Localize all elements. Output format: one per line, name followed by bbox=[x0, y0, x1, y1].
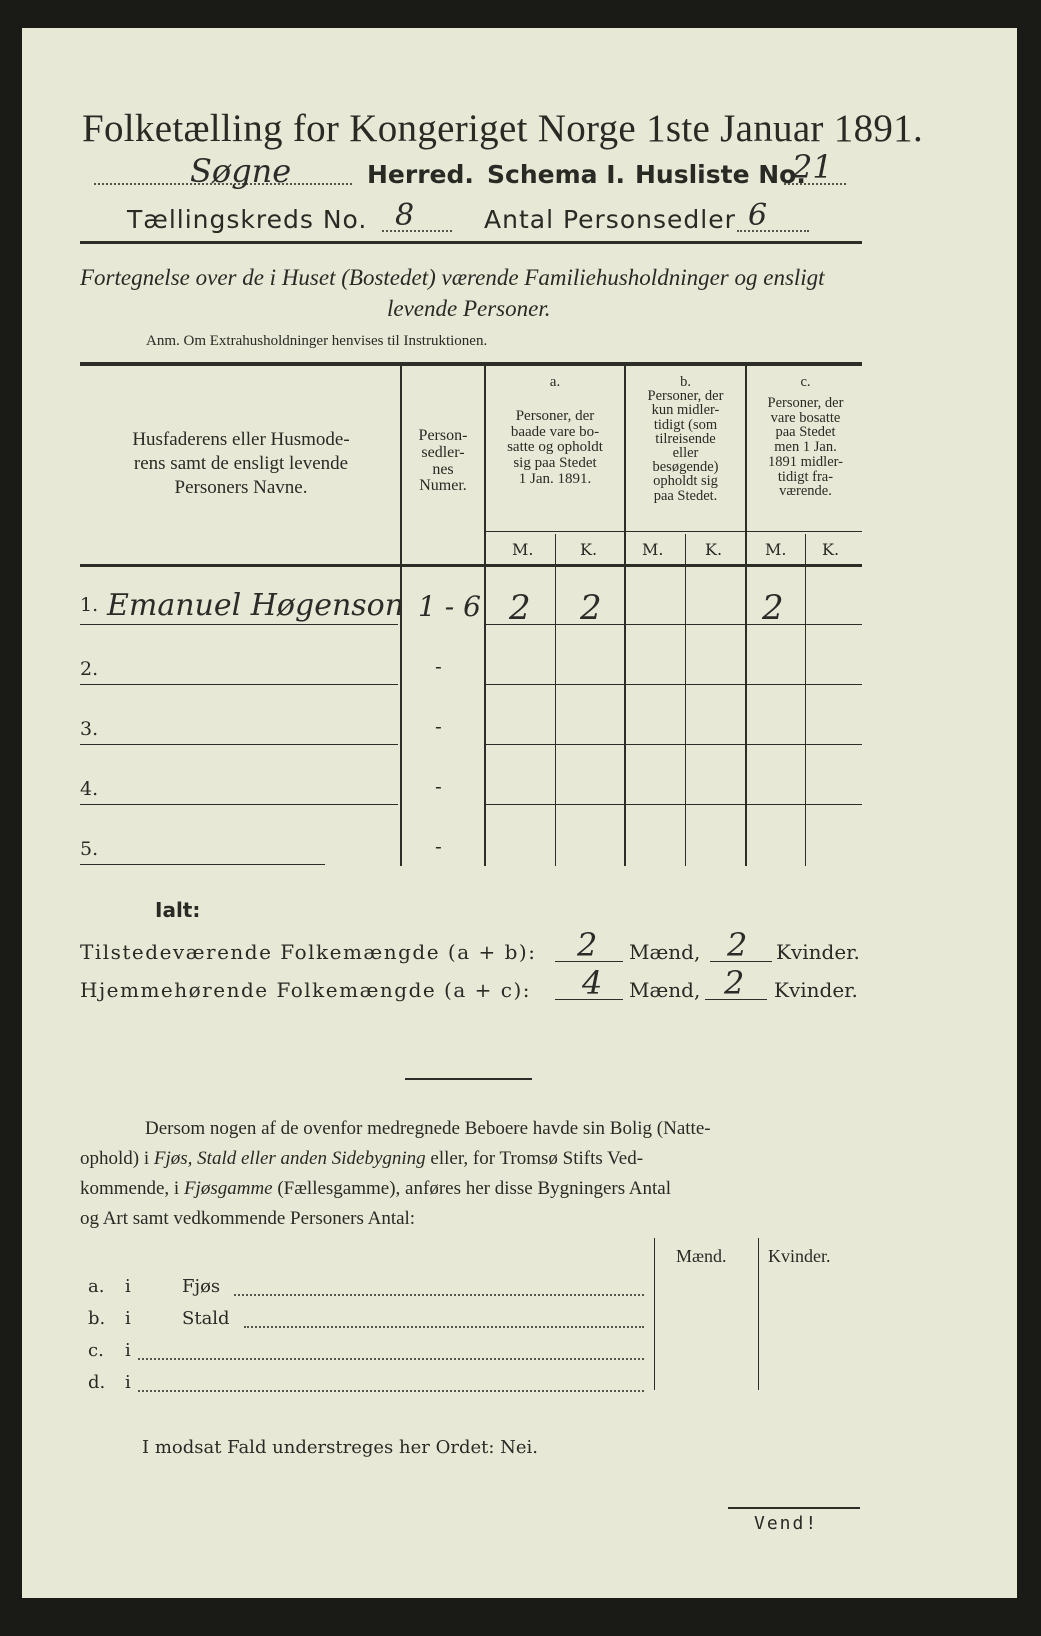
row-1-number: 1. bbox=[80, 594, 99, 616]
row-5-sedler: - bbox=[435, 834, 442, 858]
item-d-dotted-line bbox=[138, 1390, 644, 1392]
personsedler-label: Antal Personsedler bbox=[484, 205, 736, 234]
herred-label: Herred. bbox=[367, 160, 474, 189]
schema-label: Schema I. bbox=[487, 160, 626, 189]
personsedler-value: 6 bbox=[748, 198, 768, 233]
row-line-4-counts bbox=[486, 804, 862, 805]
outbuildings-divider-1 bbox=[654, 1238, 655, 1390]
col-b-header: b. Personer, der kun midler- tidigt (som tilreisende eller besøgende) opholdt sig paa Stedet. bbox=[647, 374, 724, 504]
row-4-sedler: - bbox=[435, 774, 442, 798]
subtitle-line1: Fortegnelse over de i Huset (Bostedet) værende Familiehusholdninger og ensligt bbox=[80, 265, 825, 290]
tilstede-kvinder: 2 bbox=[727, 926, 748, 964]
hjemme-label: Hjemmehørende Folkemængde (a + c): bbox=[80, 978, 531, 1002]
outbuildings-text-3: kommende, i Fjøsgamme (Fællesgamme), anføres her disse Bygningers Antal bbox=[80, 1178, 672, 1199]
tilstede-kvinder-label: Kvinder. bbox=[776, 940, 860, 964]
col-divider-b-mk bbox=[685, 534, 686, 866]
item-c-i: i bbox=[125, 1340, 131, 1361]
row-3-sedler: - bbox=[435, 714, 442, 738]
kreds-label: Tællingskreds No. bbox=[127, 205, 368, 234]
vend-rule bbox=[728, 1507, 860, 1509]
tilstede-maend-label: Mænd, bbox=[629, 940, 701, 964]
col-c-header: c. Personer, der vare bosatte paa Stedet men 1 Jan. 1891 midler- tidigt fra- værende. bbox=[767, 374, 844, 500]
section-divider bbox=[405, 1078, 532, 1080]
subtitle-line2: levende Personer. bbox=[387, 296, 551, 321]
outbuildings-divider-2 bbox=[758, 1238, 759, 1390]
item-d-letter: d. bbox=[88, 1372, 106, 1393]
outbuildings-text-4: og Art samt vedkommende Personers Antal: bbox=[80, 1208, 416, 1229]
item-a-i: i bbox=[125, 1276, 131, 1297]
item-a-letter: a. bbox=[88, 1276, 105, 1297]
item-d-i: i bbox=[125, 1372, 131, 1393]
census-form-page bbox=[22, 28, 1017, 1598]
header-rule bbox=[80, 241, 862, 244]
row-2-sedler: - bbox=[435, 654, 442, 678]
col-a-header: a. Personer, der baade vare bo- satte og opholdt sig paa Stedet 1 Jan. 1891. bbox=[507, 374, 603, 487]
hjemme-maend: 4 bbox=[582, 964, 603, 1002]
vend-label: Vend! bbox=[754, 1513, 819, 1534]
husliste-label: Husliste No. bbox=[635, 160, 806, 189]
item-a-label: Fjøs bbox=[182, 1276, 221, 1297]
row-line-3-name bbox=[80, 744, 398, 745]
row-5-number: 5. bbox=[80, 838, 99, 860]
husliste-value: 21 bbox=[792, 148, 833, 186]
item-c-dotted-line bbox=[138, 1358, 644, 1360]
mk-a-k: K. bbox=[580, 540, 598, 559]
col-divider-c-mk bbox=[805, 534, 806, 866]
row-line-1-counts bbox=[486, 624, 862, 625]
kreds-value: 8 bbox=[395, 198, 415, 233]
col-num-header: Person- sedler- nes Numer. bbox=[418, 427, 468, 495]
row-1-a-k: 2 bbox=[580, 588, 602, 628]
row-4-number: 4. bbox=[80, 778, 99, 800]
mk-b-m: M. bbox=[642, 540, 664, 559]
hjemme-kvinder: 2 bbox=[724, 964, 745, 1002]
mk-c-m: M. bbox=[765, 540, 787, 559]
row-line-2-name bbox=[80, 684, 398, 685]
outbuildings-maend-header: Mænd. bbox=[676, 1246, 727, 1266]
mk-b-k: K. bbox=[705, 540, 723, 559]
item-b-letter: b. bbox=[88, 1308, 106, 1329]
outbuildings-kvinder-header: Kvinder. bbox=[768, 1246, 831, 1266]
ialt-label: Ialt: bbox=[155, 898, 201, 922]
mk-c-k: K. bbox=[822, 540, 840, 559]
item-b-label: Stald bbox=[182, 1308, 230, 1329]
outbuildings-text-1: Dersom nogen af de ovenfor medregnede Beboere havde sin Bolig (Natte- bbox=[145, 1118, 711, 1139]
col-name-header: Husfaderens eller Husmode- rens samt de ensligt levende Personers Navne. bbox=[132, 429, 350, 498]
row-line-2-counts bbox=[486, 684, 862, 685]
row-2-number: 2. bbox=[80, 658, 99, 680]
kreds-dotted-line bbox=[382, 230, 452, 232]
form-title: Folketælling for Kongeriget Norge 1ste Januar 1891. bbox=[82, 107, 924, 150]
item-b-i: i bbox=[125, 1308, 131, 1329]
hjemme-kvinder-label: Kvinder. bbox=[774, 978, 858, 1002]
row-3-number: 3. bbox=[80, 718, 99, 740]
row-1-c-m: 2 bbox=[762, 588, 784, 628]
tilstede-maend: 2 bbox=[577, 926, 598, 964]
row-line-4-name bbox=[80, 804, 398, 805]
row-line-3-counts bbox=[486, 744, 862, 745]
subtitle-note: Anm. Om Extrahusholdninger henvises til Instruktionen. bbox=[146, 333, 488, 349]
mk-header-rule bbox=[485, 531, 862, 532]
hjemme-maend-label: Mænd, bbox=[629, 978, 701, 1002]
herred-value: Søgne bbox=[190, 152, 292, 190]
nei-instruction: I modsat Fald understreges her Ordet: Nei. bbox=[142, 1437, 539, 1458]
mk-a-m: M. bbox=[512, 540, 534, 559]
item-b-dotted-line bbox=[244, 1326, 644, 1328]
outbuildings-text-2: ophold) i Fjøs, Stald eller anden Sidebygning eller, for Tromsø Stifts Ved- bbox=[80, 1148, 644, 1169]
row-1-a-m: 2 bbox=[509, 588, 531, 628]
item-a-dotted-line bbox=[234, 1294, 644, 1296]
col-divider-a-mk bbox=[555, 534, 556, 866]
tilstede-label: Tilstedeværende Folkemængde (a + b): bbox=[80, 940, 537, 964]
row-1-sedler: 1 - 6 bbox=[418, 590, 481, 623]
row-line-1-name bbox=[80, 624, 398, 625]
item-c-letter: c. bbox=[88, 1340, 104, 1361]
row-1-name: Emanuel Høgenson bbox=[107, 588, 405, 623]
row-line-5-name bbox=[80, 864, 325, 865]
